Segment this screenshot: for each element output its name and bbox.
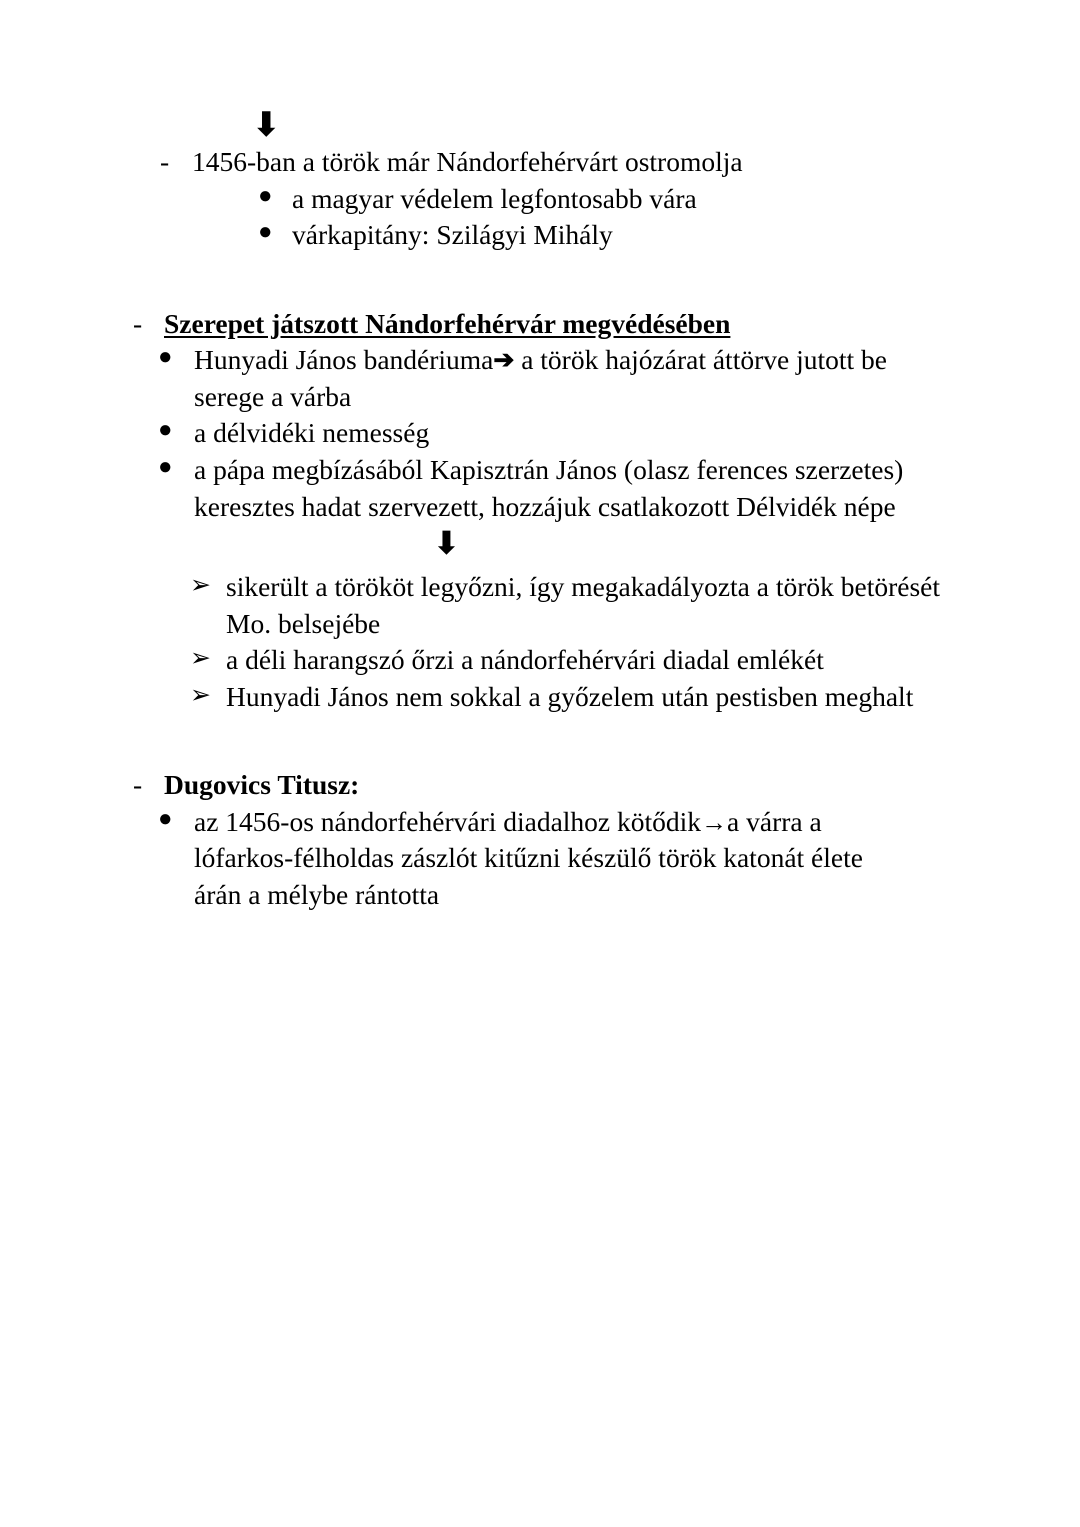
arrow-right-icon: ➔	[493, 347, 515, 375]
list-item-text: sikerült a törököt legyőzni, így megakadályozta a török betörését Mo. belsejébe	[226, 571, 941, 639]
arrow-right-icon: →	[701, 807, 728, 837]
heading-row-dugovics	[0, 767, 1080, 804]
list-item-text: 1456-ban a török már Nándorfehérvárt ostromolja	[192, 146, 743, 177]
list-item-text: a délvidéki nemesség	[194, 417, 430, 449]
bullet-marker: ●	[258, 182, 273, 209]
list-item	[0, 569, 1080, 642]
arrowhead-marker: ➢	[190, 572, 211, 600]
arrowhead-marker: ➢	[190, 645, 211, 673]
heading-wrapper	[164, 767, 874, 804]
section-heading: Szerepet játszott Nándorfehérvár megvédésében	[164, 307, 731, 339]
section-heading: Dugovics Titusz:	[164, 769, 360, 801]
bullet-marker: ●	[158, 805, 173, 832]
text-before-arrow: Hunyadi János bandériuma	[194, 344, 494, 376]
dash-marker: -	[133, 307, 143, 339]
list-item	[0, 679, 1080, 716]
list-item-text: a magyar védelem legfontosabb vára	[292, 182, 697, 214]
section-defenders	[0, 306, 1080, 716]
list-item-text	[194, 804, 904, 914]
heading-row-defenders	[0, 306, 1080, 343]
spacer	[0, 715, 1080, 767]
list-item	[0, 452, 1080, 525]
section-siege	[0, 100, 1080, 254]
list-item-text: a pápa megbízásából Kapisztrán János (olasz ferences szerzetes) keresztes hadat szervezett, hozzájuk csatlakozott Délvidék népe	[194, 453, 904, 522]
spacer	[0, 525, 1080, 569]
list-item	[0, 642, 1080, 679]
section-dugovics	[0, 767, 1080, 913]
down-arrow-icon: ⬇	[433, 524, 460, 563]
list-item-text: Hunyadi János nem sokkal a győzelem után pestisben meghalt	[226, 680, 914, 712]
list-item-text	[194, 342, 956, 415]
list-item-text: várkapitány: Szilágyi Mihály	[292, 219, 613, 251]
bullet-marker: ●	[158, 417, 173, 444]
document-body	[0, 100, 1080, 914]
list-item-siege-lead	[0, 144, 1080, 181]
list-item	[0, 181, 1080, 218]
arrowhead-marker: ➢	[190, 681, 211, 709]
list-item	[0, 342, 1080, 415]
text-after-arrow: a török hajózárat áttörve jutott be serege a várba	[194, 344, 887, 412]
bullet-marker: ●	[158, 453, 173, 480]
spacer	[0, 254, 1080, 306]
text-before-arrow: az 1456-os nándorfehérvári diadalhoz kötődik	[194, 805, 702, 837]
dash-marker: -	[133, 769, 143, 801]
bullet-marker: ●	[258, 219, 273, 246]
list-item-text: a déli harangszó őrzi a nándorfehérvári diadal emlékét	[226, 644, 824, 676]
list-item	[0, 804, 1080, 914]
heading-wrapper	[164, 306, 926, 343]
list-item	[0, 415, 1080, 452]
down-arrow-icon: ⬇	[252, 105, 281, 145]
bullet-marker: ●	[158, 344, 173, 371]
text-after-arrow: a várra a lófarkos-félholdas zászlót kitűzni készülő török katonát élete árán a mélybe rántotta	[194, 805, 863, 911]
spacer	[0, 100, 1080, 144]
dash-marker: -	[160, 146, 170, 177]
list-item	[0, 217, 1080, 254]
